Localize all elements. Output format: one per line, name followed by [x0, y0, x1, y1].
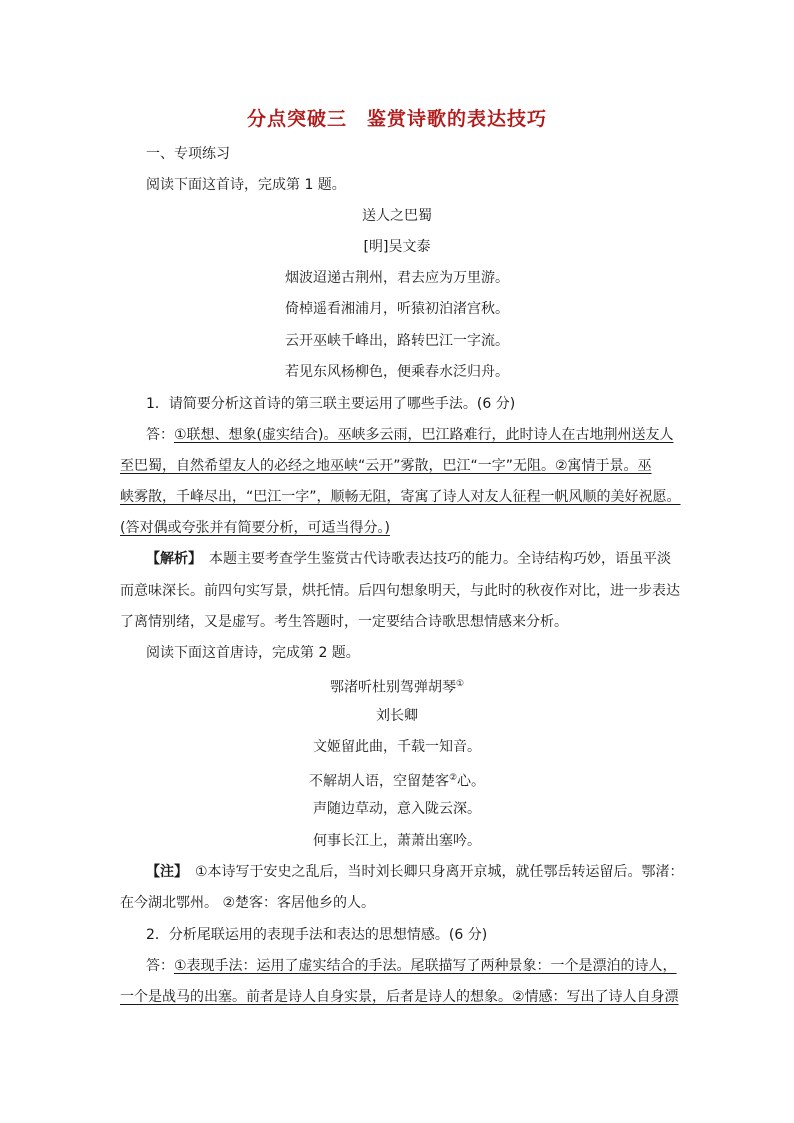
footnote-marker: ① — [455, 679, 465, 689]
poem2-author: 刘长卿 — [376, 708, 418, 724]
poem2-line: 何事长江上，萧萧出塞吟。 — [313, 833, 481, 849]
poem1-line: 倚棹遥看湘浦月，听猿初泊渚宫秋。 — [285, 301, 509, 317]
note-line: 在今湖北鄂州。 ②楚客：客居他乡的人。 — [120, 895, 375, 911]
analysis-line: 了离情别绪，又是虚写。考生答题时，一定要结合诗歌思想情感来分析。 — [120, 614, 568, 630]
answer-1-line — [146, 425, 673, 445]
analysis-line — [146, 549, 671, 569]
analysis-label: 【解析】 — [146, 551, 195, 567]
poem1-author: [明]吴文泰 — [363, 239, 431, 255]
poem2-line — [0, 768, 794, 792]
answer-2-line: 一个是战马的出塞。前者是诗人自身实景，后者是诗人的想象。②情感：写出了诗人自身漂 — [120, 989, 679, 1005]
answer-text: ①表现手法：运用了虚实结合的手法。尾联描写了两种景象：一个是漂泊的诗人， — [174, 958, 677, 974]
section-heading: 一、专项练习 — [146, 146, 230, 162]
instruction-1: 阅读下面这首诗，完成第 1 题。 — [146, 177, 346, 193]
question-1: 1．请简要分析这首诗的第三联主要运用了哪些手法。(6 分) — [146, 396, 516, 412]
footnote-marker: ② — [448, 773, 458, 783]
poem1-title: 送人之巴蜀 — [362, 208, 432, 224]
answer-prefix: 答： — [146, 427, 174, 443]
poem1-line: 云开巫峡千峰出，路转巴江一字流。 — [285, 333, 509, 349]
poem2-line-text: 不解胡人语，空留楚客 — [308, 773, 449, 790]
answer-text: ①联想、想象(虚实结合)。巫峡多云雨，巴江路难行，此时诗人在古地荆州送友人 — [174, 427, 674, 443]
answer-1-line: 峡雾散，千峰尽出，“巴江一字”，顺畅无阻，寄寓了诗人对友人征程一帆风顺的美好祝愿。 — [120, 489, 681, 505]
poem2-title-text: 鄂渚听杜别驾弹胡琴 — [329, 679, 456, 696]
instruction-2: 阅读下面这首唐诗，完成第 2 题。 — [146, 645, 360, 661]
answer-1-line: (答对偶或夸张并有简要分析，可适当得分。) — [120, 520, 390, 536]
poem2-line-text: 心。 — [457, 773, 486, 790]
answer-2-line — [146, 956, 677, 976]
poem1-line: 若见东风杨柳色，便乘春水泛归舟。 — [285, 364, 509, 380]
poem2-line: 文姬留此曲，千载一知音。 — [313, 739, 481, 755]
poem1-line: 烟波迢递古荆州，君去应为万里游。 — [285, 270, 509, 286]
page-title: 分点突破三 鉴赏诗歌的表达技巧 — [246, 108, 547, 130]
poem2-line: 声随边草动，意入陇云深。 — [313, 801, 481, 817]
answer-prefix: 答： — [146, 958, 174, 974]
note-label: 【注】 — [146, 864, 181, 880]
note-text: ①本诗写于安史之乱后，当时刘长卿只身离开京城，就任鄂岳转运留后。鄂渚： — [181, 864, 684, 880]
question-2: 2．分析尾联运用的表现手法和表达的思想情感。(6 分) — [146, 927, 488, 943]
poem2-title — [0, 674, 794, 698]
note-line — [146, 862, 684, 882]
answer-1-line: 至巴蜀，自然希望友人的必经之地巫峡“云开”雾散，巴江“一字”无阻。②寓情于景。巫 — [120, 458, 652, 474]
analysis-text: 本题主要考查学生鉴赏古代诗歌表达技巧的能力。全诗结构巧妙，语虽平淡 — [195, 551, 671, 567]
analysis-line: 而意味深长。前四句实写景，烘托情。后四句想象明天，与此时的秋夜作对比，进一步表达 — [120, 583, 680, 599]
